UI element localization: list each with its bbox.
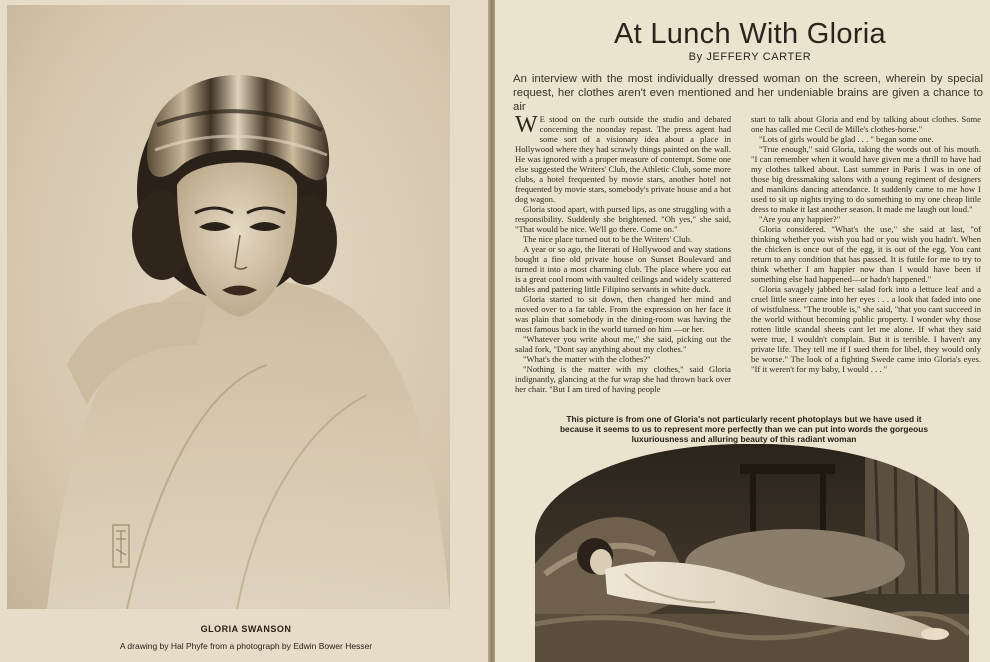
right-page: [495, 0, 990, 662]
paragraph: "Nothing is the matter with my clothes," said Gloria indignantly, glancing at the fur wrap she had thrown back over her chair. "But I am tired of having people: [515, 364, 731, 394]
article-deck: An interview with the most individually dressed woman on the screen, wherein by special request, her clothes aren't even mentioned and her undeniable brains are given a chance to air: [513, 73, 983, 113]
paragraph: "Whatever you write about me," she said, picking out the salad fork, "Dont say anything about my clothes.": [515, 334, 731, 354]
caption-name: GLORIA SWANSON: [200, 624, 292, 634]
paragraph: W E stood on the curb outside the studio and debated concerning the noonday repast. The press agent had some sort of a visionary idea about a place in Hollywood where they had scrawly things painted on the wall. He was ignored with a proper measure of contempt. Some one else suggested the Writers' Club, the Athletic Club, some more clubs, a hotel frequented by movie stars, another hotel not frequented by movie stars, somebody's private house and a hot dog wagon.: [515, 114, 731, 204]
paragraph: Gloria savagely jabbed her salad fork into a lettuce leaf and a cruel little sneer came into her eyes . . . a look that faded into one of wistfulness. "The trouble is," she said, "that you cant succeed in the world without becoming public property. I wonder why those rotten little scandal sheets cant let me alone. If what they said were true, I wouldn't complain. But it is terrible. I haven't any private life. They tell me if I sued them for libel, they would only be worse." The look of a fighting Swede came into Gloria's eyes. "If it weren't for my baby, I would . . . ": [751, 284, 981, 374]
paragraph: "What's the matter with the clothes?": [523, 354, 651, 364]
photo-caption: This picture is from one of Gloria's not particularly recent photoplays but we have used it because it seems to us to represent more perfectly than we can put into words the gorgeous luxuriousness and alluring beauty of this radiant woman: [559, 414, 929, 444]
drop-cap: W: [515, 114, 538, 138]
paragraph: start to talk about Gloria and end by talking about clothes. Some one has called me Cecil de Mille's clothes-horse.": [751, 114, 981, 134]
paragraph: Gloria stood apart, with pursed lips, as one struggling with a responsibility. Suddenly she brightened. "Oh yes," she said, "That would be nice. We'll go there. Come on.": [515, 204, 731, 234]
paragraph: A year or so ago, the literati of Hollywood and way stations bought a fine old private house on Sunset Boulevard and turned it into a most charming club. The place where you eat is a great cool room with vaulted ceilings and widely scattered tables and pattering little Filipino servants in white duck.: [515, 244, 731, 294]
paragraph: Gloria considered. "What's the use," she said at last, "of thinking whether you wish you had or you wish you hadn't. When the chicken is once out of the egg, it is out of the egg. You cant return to any condition that has passed. It is futile for me to try to think whether I am happier now than I would have been if something else had happened—or hadn't happened.": [751, 224, 981, 284]
film-still-photo: [535, 444, 969, 662]
article-column-2: [751, 114, 981, 412]
article-byline: By JEFFERY CARTER: [688, 51, 812, 63]
article-title: At Lunch With Gloria: [614, 18, 886, 50]
paragraph: "Lots of girls would be glad . . . " began some one.: [759, 134, 934, 144]
paragraph: The nice place turned out to be the Writers' Club.: [523, 234, 693, 244]
paragraph: Gloria started to sit down, then changed her mind and moved over to a far table. From the expression on her face it was plain that somebody in the dining-room was having the most famous back in the world turned on him —or her.: [515, 294, 731, 334]
portrait-drawing: [7, 5, 450, 609]
paragraph: "True enough," said Gloria, taking the words out of his mouth. "I can remember when it would have given me a thrill to have had my clothes talked about. Last summer in Paris I was in one of those big dressmaking salons with a young regiment of designers and manikins dancing attendance. It suddenly came to me how I used to sit up nights trying to do something to my one cheap little dress to make it last another season. It made me laugh out loud.": [751, 144, 981, 214]
paragraph: "Are you any happier?": [759, 214, 841, 224]
caption-credit: A drawing by Hal Phyfe from a photograph by Edwin Bower Hesser: [119, 641, 373, 651]
article-column-1: [515, 114, 731, 412]
left-page: [0, 0, 492, 662]
